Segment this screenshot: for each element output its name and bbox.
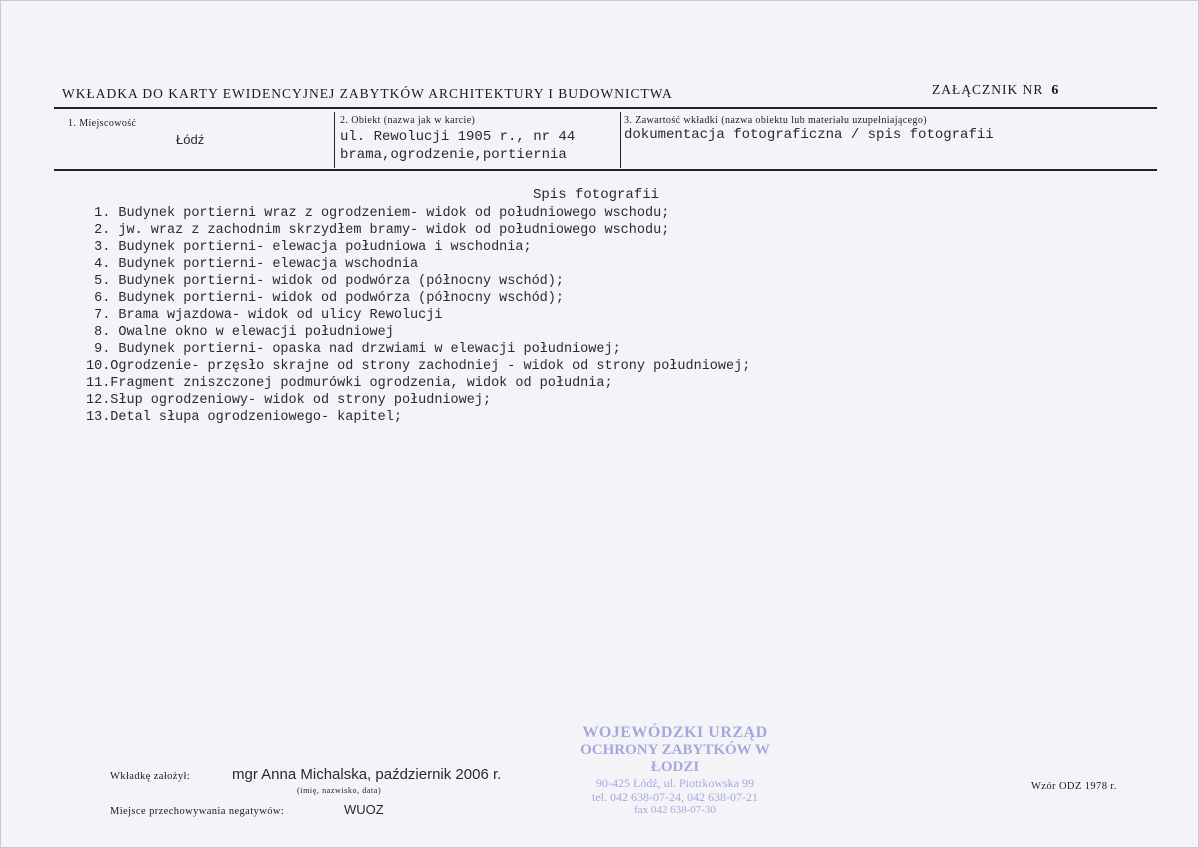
list-item: 7. Brama wjazdowa- widok od ulicy Rewolucji [86, 308, 443, 323]
object-label: 2. Obiekt (nazwa jak w karcie) [340, 115, 476, 126]
list-item: 13.Detal słupa ogrodzeniowego- kapitel; [86, 410, 402, 425]
created-by-hint: (imię, nazwisko, data) [297, 786, 382, 795]
stamp-line-4: tel. 042 638-07-24, 042 638-07-21 [592, 790, 758, 804]
list-item: 5. Budynek portierni- widok od podwórza (północny wschód); [86, 274, 564, 289]
created-by-label: Wkładkę założył: [110, 771, 191, 782]
office-stamp [560, 723, 790, 817]
column-separator-2 [620, 112, 621, 168]
contents-label: 3. Zawartość wkładki (nazwa obiektu lub materiału uzupełniającego) [624, 115, 927, 126]
annex-number: 6 [1051, 83, 1060, 98]
list-item: 2. jw. wraz z zachodnim skrzydłem bramy- widok od południowego wschodu; [86, 223, 670, 238]
stamp-line-1: WOJEWÓDZKI URZĄD [582, 724, 768, 741]
annex-label-text: ZAŁĄCZNIK NR [932, 82, 1044, 97]
list-item: 6. Budynek portierni- widok od podwórza (północny wschód); [86, 291, 564, 306]
form-template: Wzór ODZ 1978 r. [1031, 781, 1117, 792]
storage-value: WUOZ [344, 802, 384, 817]
stamp-line-3: 90-425 Łódź, ul. Piotrkowska 99 [596, 776, 754, 790]
column-separator-1 [334, 112, 335, 168]
header-rule-top [54, 107, 1157, 109]
created-by-value: mgr Anna Michalska, październik 2006 r. [232, 766, 502, 783]
list-item: 1. Budynek portierni wraz z ogrodzeniem- widok od południowego wschodu; [86, 206, 670, 221]
list-item: 4. Budynek portierni- elewacja wschodnia [86, 257, 419, 272]
photo-list [86, 205, 750, 426]
place-label: 1. Miejscowość [68, 118, 137, 129]
photo-list-title: Spis fotografii [533, 187, 660, 203]
list-item: 9. Budynek portierni- opaska nad drzwiami w elewacji południowej; [86, 342, 621, 357]
storage-label: Miejsce przechowywania negatywów: [110, 806, 285, 817]
object-value-line1: ul. Rewolucji 1905 r., nr 44 [340, 129, 576, 145]
list-item: 11.Fragment zniszczonej podmurówki ogrodzenia, widok od południa; [86, 376, 613, 391]
list-item: 3. Budynek portierni- elewacja południowa i wschodnia; [86, 240, 532, 255]
contents-value: dokumentacja fotograficzna / spis fotografii [624, 127, 994, 143]
list-item: 12.Słup ogrodzeniowy- widok od strony południowej; [86, 393, 492, 408]
header-rule-bottom [54, 169, 1157, 171]
place-value: Łódź [176, 132, 205, 147]
list-item: 8. Owalne okno w elewacji południowej [86, 325, 394, 340]
list-item: 10.Ogrodzenie- przęsło skrajne od strony zachodniej - widok od strony południowej; [86, 359, 751, 374]
document-title: WKŁADKA DO KARTY EWIDENCYJNEJ ZABYTKÓW ARCHITEKTURY I BUDOWNICTWA [62, 86, 673, 101]
annex-label [932, 82, 1059, 99]
object-value-line2: brama,ogrodzenie,portiernia [340, 147, 567, 163]
stamp-line-2: OCHRONY ZABYTKÓW W ŁODZI [580, 742, 770, 775]
stamp-line-5: fax 042 638-07-30 [634, 804, 716, 816]
